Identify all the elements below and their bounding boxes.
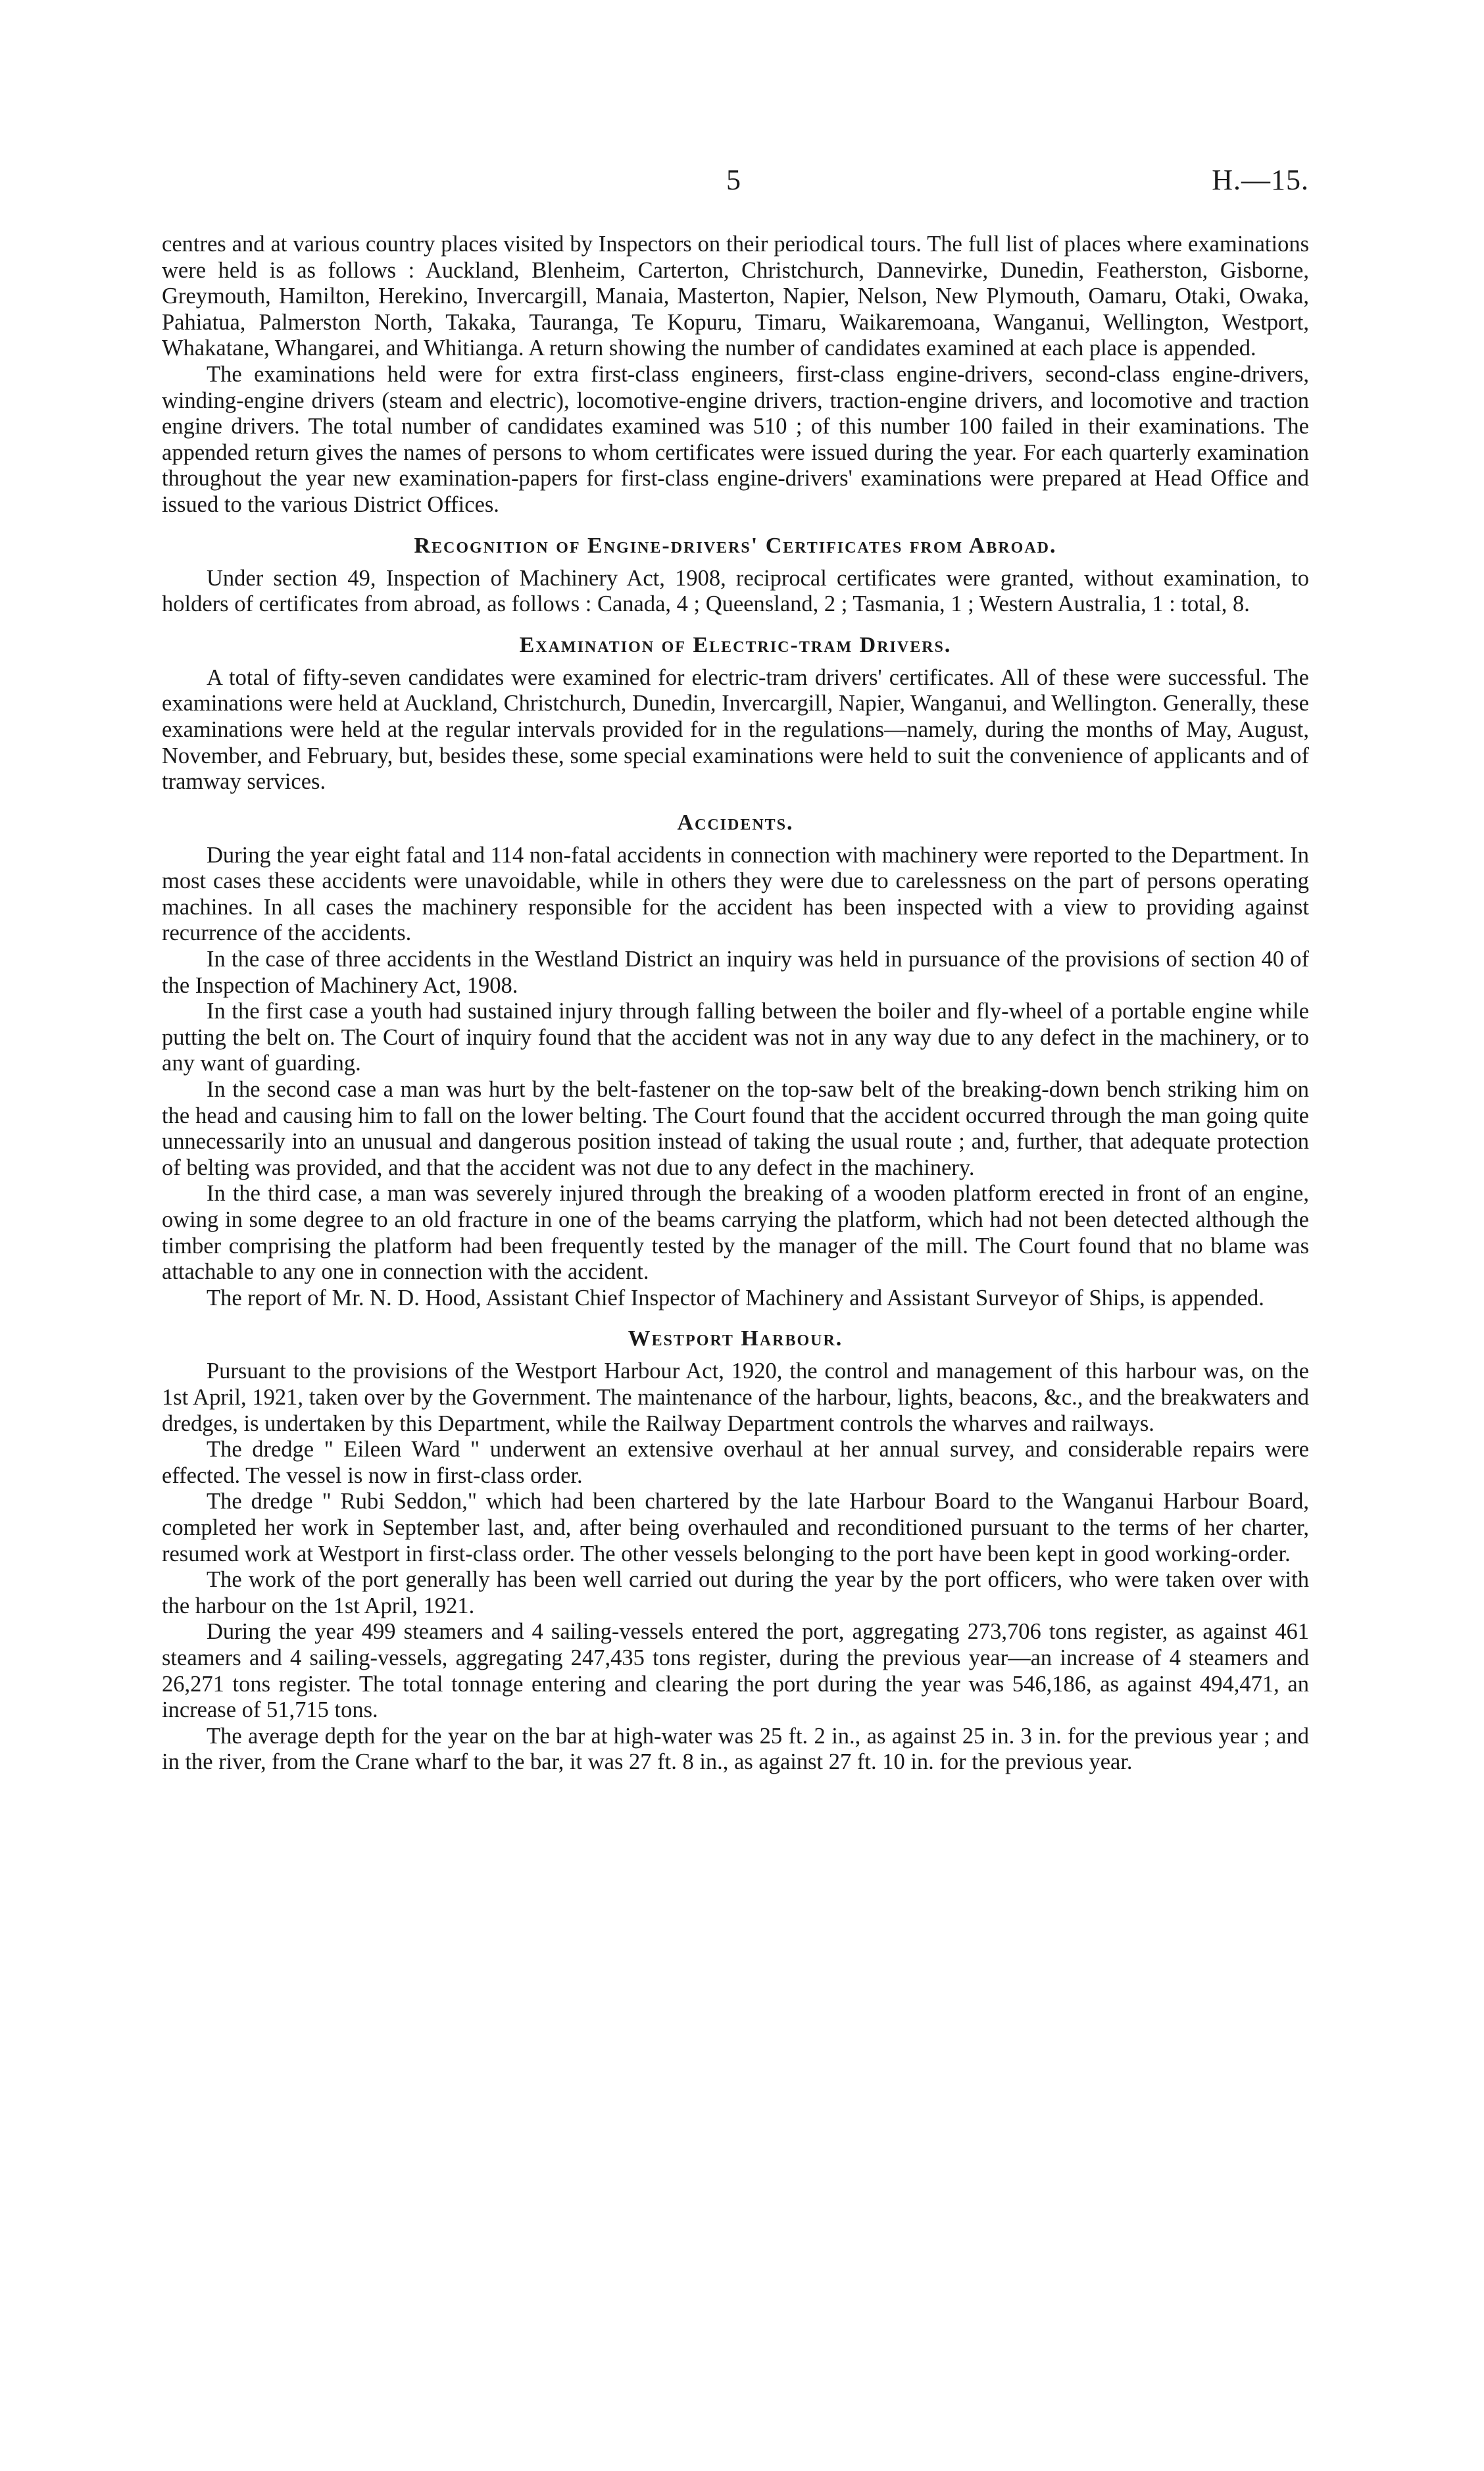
section-paragraph: In the case of three accidents in the Westland District an inquiry was held in pursuance of the provisions of section 40 of the Inspection of Machinery Act, 1908.: [162, 947, 1309, 998]
document-code: H.—15.: [1212, 164, 1309, 196]
section-paragraph: The dredge " Eileen Ward " underwent an extensive overhaul at her annual survey, and considerable repairs were effected. The vessel is now in first-class order.: [162, 1437, 1309, 1488]
section-paragraph: The dredge " Rubi Seddon," which had been chartered by the late Harbour Board to the Wanganui Harbour Board, completed her work in September last, and, after being overhauled and reconditioned pursuant to the terms of her charter, resumed work at Westport in first-class order. The other vessels belonging to the port have been kept in good working-order.: [162, 1489, 1309, 1566]
intro-paragraph-continued: centres and at various country places visited by Inspectors on their periodical tours. The full list of places where examinations were held is as follows : Auckland, Blenheim, Carterton, Christchurch, Dannevirke, Dunedin, Featherston, Gisborne, Greymouth, Hamilton, Herekino, Invercargill, Manaia, Masterton, Napier, Nelson, New Plymouth, Oamaru, Otaki, Owaka, Pahiatua, Palmerston North, Takaka, Tauranga, Te Kopuru, Timaru, Waikaremoana, Wanganui, Wellington, Westport, Whakatane, Whangarei, and Whitianga. A return showing the number of candidates examined at each place is appended.: [162, 232, 1309, 361]
section-paragraph: Under section 49, Inspection of Machinery Act, 1908, reciprocal certificates were granted, without examination, to holders of certificates from abroad, as follows : Canada, 4 ; Queensland, 2 ; Tasmania, 1 ; Western Australia, 1 : total, 8.: [162, 565, 1309, 617]
section-paragraph: In the first case a youth had sustained injury through falling between the boiler and fly-wheel of a portable engine while putting the belt on. The Court of inquiry found that the accident was not in any way due to any defect in the machinery, or to any want of guarding.: [162, 999, 1309, 1076]
section-paragraph: The work of the port generally has been well carried out during the year by the port officers, who were taken over with the harbour on the 1st April, 1921.: [162, 1567, 1309, 1618]
section-heading-recognition: Recognition of Engine-drivers' Certificates from Abroad.: [414, 533, 1057, 558]
section-paragraph: In the second case a man was hurt by the belt-fastener on the top-saw belt of the breaking-down bench striking him on the head and causing him to fall on the lower belting. The Court found that the accident occurred through the man going quite unnecessarily into an unusual and dangerous position instead of taking the usual route ; and, further, that adequate protection of belting was provided, and that the accident was not due to any defect in the machinery.: [162, 1077, 1309, 1180]
section-paragraph: In the third case, a man was severely injured through the breaking of a wooden platform erected in front of an engine, owing in some degree to an old fracture in one of the beams carrying the platform, which had not been detected although the timber comprising the platform had been frequently tested by the manager of the mill. The Court found that no blame was attachable to any one in connection with the accident.: [162, 1181, 1309, 1285]
section-paragraph: Pursuant to the provisions of the Westport Harbour Act, 1920, the control and management of this harbour was, on the 1st April, 1921, taken over by the Government. The maintenance of the harbour, lights, beacons, &c., and the breakwaters and dredges, is undertaken by this Department, while the Railway Department controls the wharves and railways.: [162, 1359, 1309, 1436]
section-paragraph: During the year 499 steamers and 4 sailing-vessels entered the port, aggregating 273,706 tons register, as against 461 steamers and 4 sailing-vessels, aggregating 247,435 tons register, during the previous year—an increase of 4 steamers and 26,271 tons register. The total tonnage entering and clearing the port during the year was 546,186, as against 494,471, an increase of 51,715 tons.: [162, 1619, 1309, 1723]
section-heading-electric-tram: Examination of Electric-tram Drivers.: [519, 632, 952, 657]
section-paragraph: The report of Mr. N. D. Hood, Assistant Chief Inspector of Machinery and Assistant Surveyor of Ships, is appended.: [207, 1285, 1264, 1310]
page-number: 5: [726, 164, 741, 196]
section-heading-westport-harbour: Westport Harbour.: [628, 1326, 843, 1351]
section-heading-accidents: Accidents.: [677, 810, 794, 835]
section-paragraph: A total of fifty-seven candidates were examined for electric-tram drivers' certificates. All of these were successful. The examinations were held at Auckland, Christchurch, Dunedin, Invercargill, Napier, Wanganui, and Wellington. Generally, these examinations were held at the regular intervals provided for in the regulations—namely, during the months of May, August, November, and February, but, besides these, some special examinations were held to suit the convenience of applicants and of tramway services.: [162, 664, 1309, 795]
section-paragraph: During the year eight fatal and 114 non-fatal accidents in connection with machinery were reported to the Department. In most cases these accidents were unavoidable, while in others they were due to carelessness on the part of persons operating machines. In all cases the machinery responsible for the accident has been inspected with a view to providing against recurrence of the accidents.: [162, 842, 1309, 946]
page-header: [158, 163, 1309, 209]
intro-paragraph-examinations: The examinations held were for extra first-class engineers, first-class engine-drivers, second-class engine-drivers, winding-engine drivers (steam and electric), locomotive-engine drivers, traction-engine drivers, and locomotive and traction engine drivers. The total number of candidates examined was 510 ; of this number 100 failed in their examinations. The appended return gives the names of persons to whom certificates were issued during the year. For each quarterly examination throughout the year new examination-papers for first-class engine-drivers' examinations were prepared at Head Office and issued to the various District Offices.: [162, 361, 1309, 517]
report-body: [162, 232, 1309, 1776]
section-paragraph: The average depth for the year on the bar at high-water was 25 ft. 2 in., as against 25 in. 3 in. for the previous year ; and in the river, from the Crane wharf to the bar, it was 27 ft. 8 in., as against 27 ft. 10 in. for the previous year.: [162, 1723, 1309, 1775]
